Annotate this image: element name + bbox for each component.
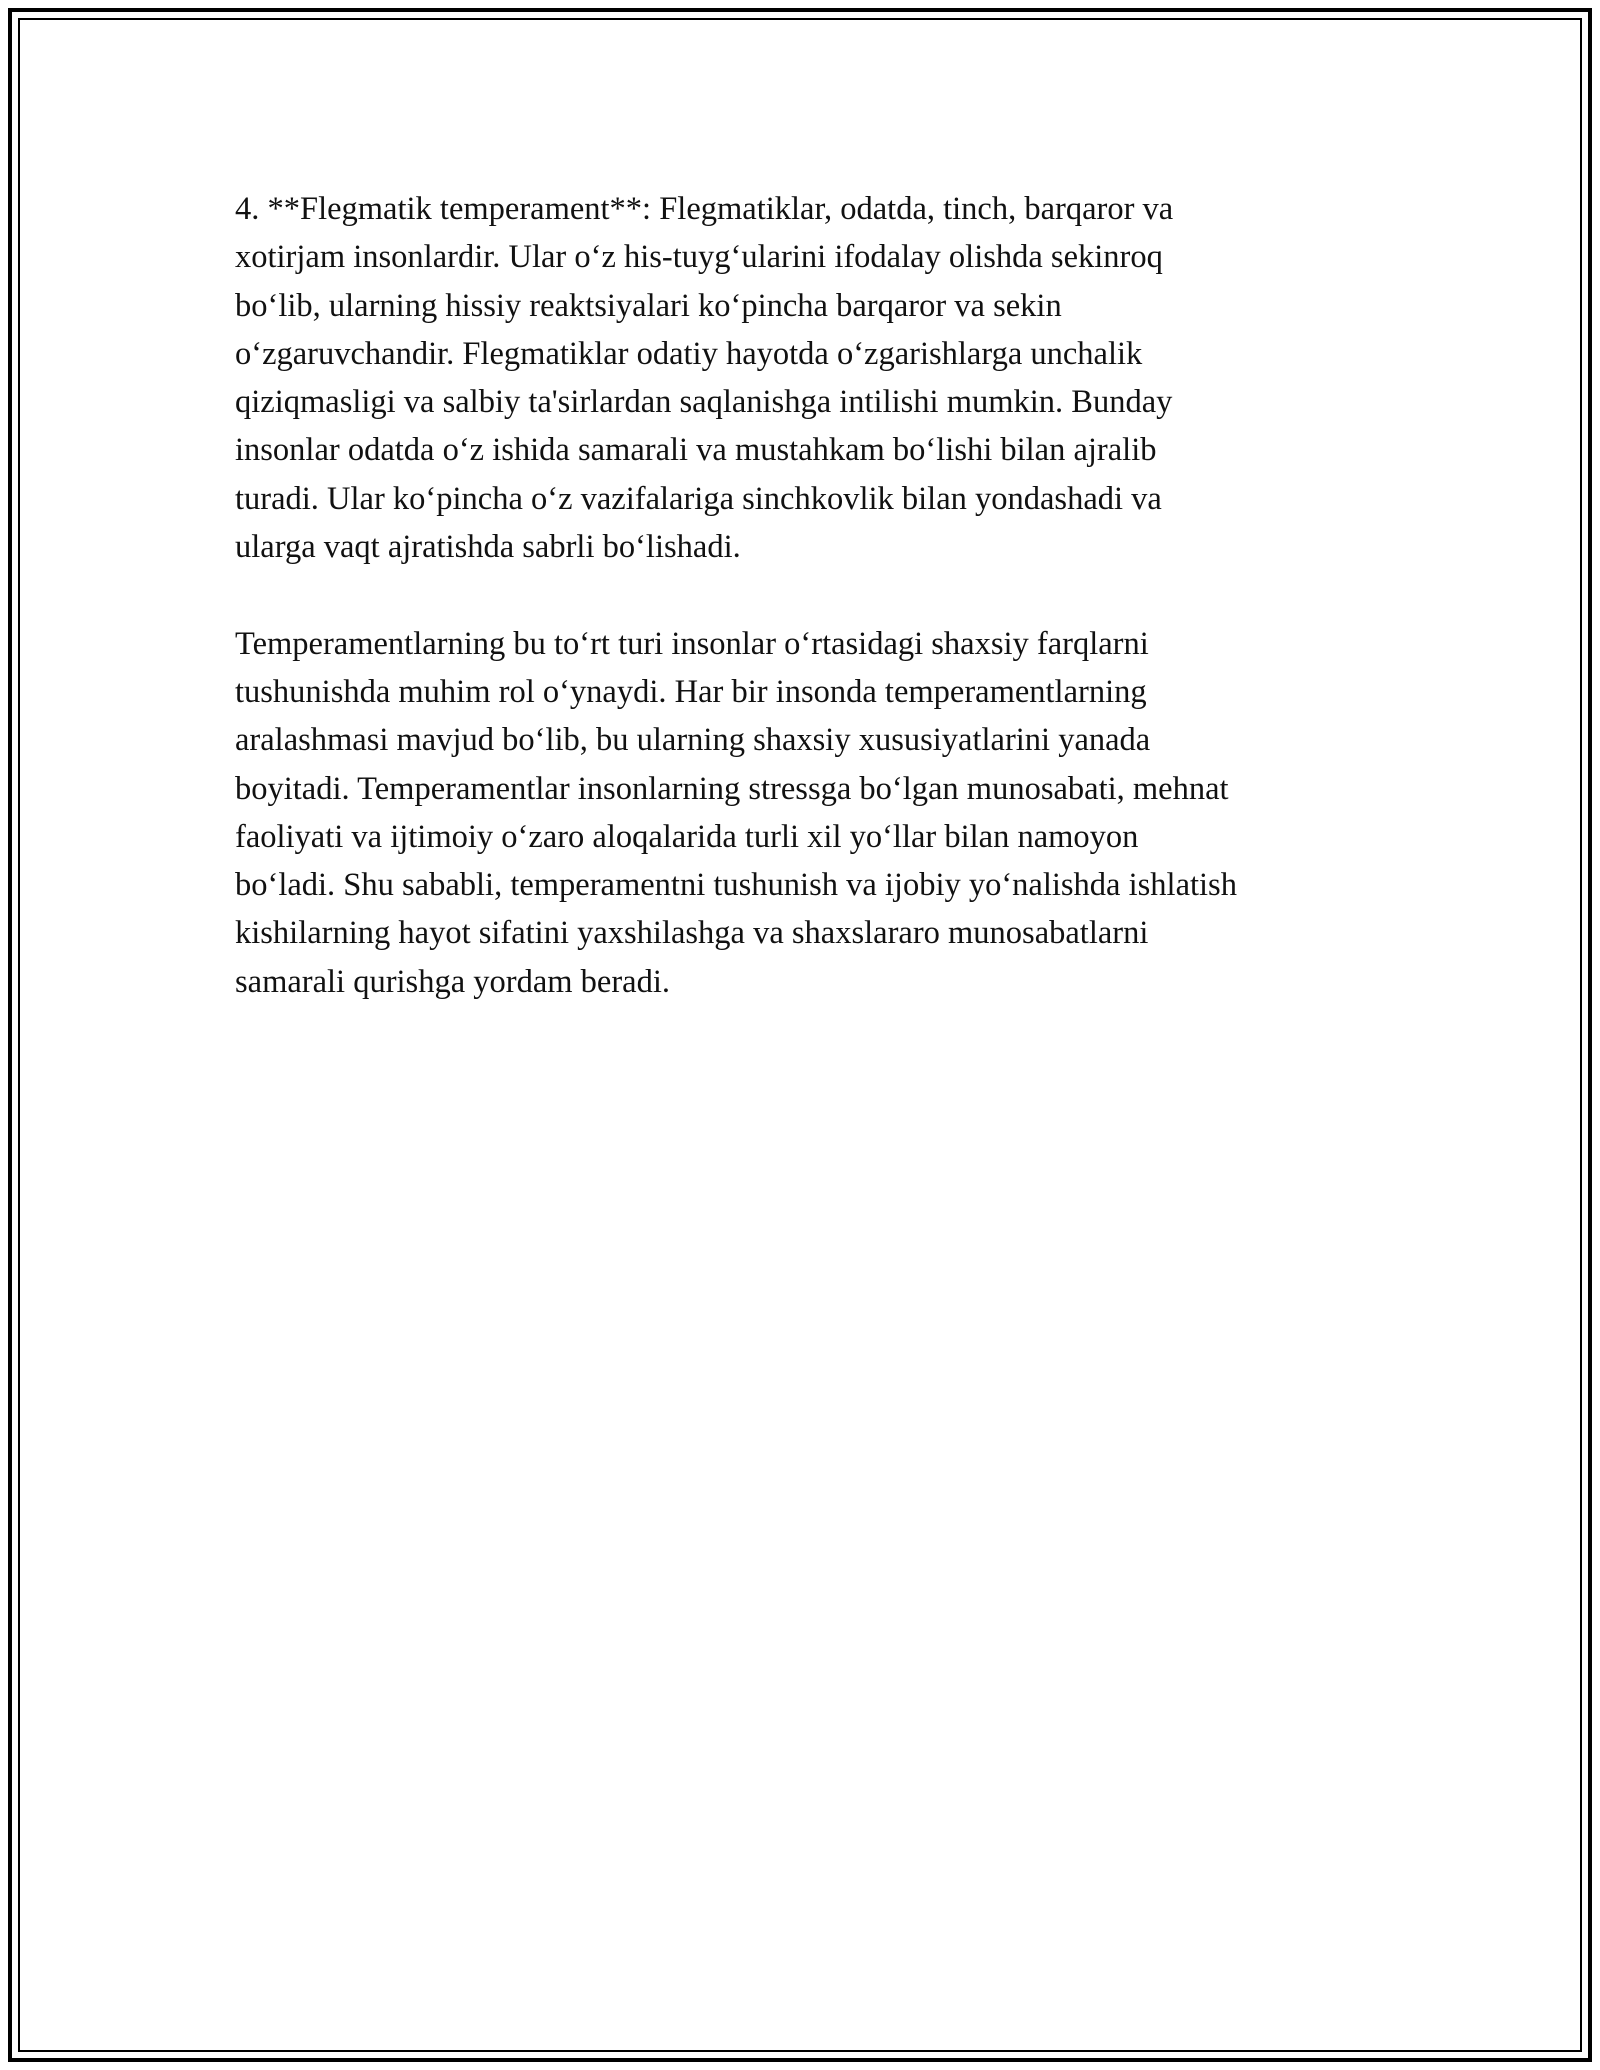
text-line: xotirjam insonlardir. Ular o‘z his-tuyg‘ularini ifodalay olishda sekinroq [235,239,1163,276]
paragraph-flegmatik [235,185,1395,571]
text-line: bo‘ladi. Shu sababli, temperamentni tushunish va ijobiy yo‘nalishda ishlatish [235,867,1237,904]
text-line: turadi. Ular ko‘pincha o‘z vazifalariga sinchkovlik bilan yondashadi va [235,480,1162,517]
text-line: boyitadi. Temperamentlar insonlarning stressga bo‘lgan munosabati, mehnat [235,770,1229,807]
text-line: samarali qurishga yordam beradi. [235,963,670,1000]
text-line: Temperamentlarning bu to‘rt turi insonlar o‘rtasidagi shaxsiy farqlarni [235,625,1149,662]
text-line: kishilarning hayot sifatini yaxshilashga va shaxslararo munosabatlarni [235,915,1149,952]
document-body [235,185,1395,1006]
text-line: aralashmasi mavjud bo‘lib, bu ularning shaxsiy xususiyatlarini yanada [235,722,1151,759]
text-line: tushunishda muhim rol o‘ynaydi. Har bir insonda temperamentlarning [235,673,1147,710]
paragraph-spacer [235,571,1395,619]
text-line: insonlar odatda o‘z ishida samarali va mustahkam bo‘lishi bilan ajralib [235,432,1157,469]
text-line: bo‘lib, ularning hissiy reaktsiyalari ko‘pincha barqaror va sekin [235,287,1062,324]
paragraph-conclusion [235,620,1395,1006]
text-line: qiziqmasligi va salbiy ta'sirlardan saqlanishga intilishi mumkin. Bunday [235,384,1173,421]
text-line: ularga vaqt ajratishda sabrli bo‘lishadi. [235,529,741,566]
text-line: 4. **Flegmatik temperament**: Flegmatiklar, odatda, tinch, barqaror va [235,191,1174,227]
text-line: o‘zgaruvchandir. Flegmatiklar odatiy hayotda o‘zgarishlarga unchalik [235,335,1143,372]
text-line: faoliyati va ijtimoiy o‘zaro aloqalarida turli xil yo‘llar bilan namoyon [235,818,1139,855]
